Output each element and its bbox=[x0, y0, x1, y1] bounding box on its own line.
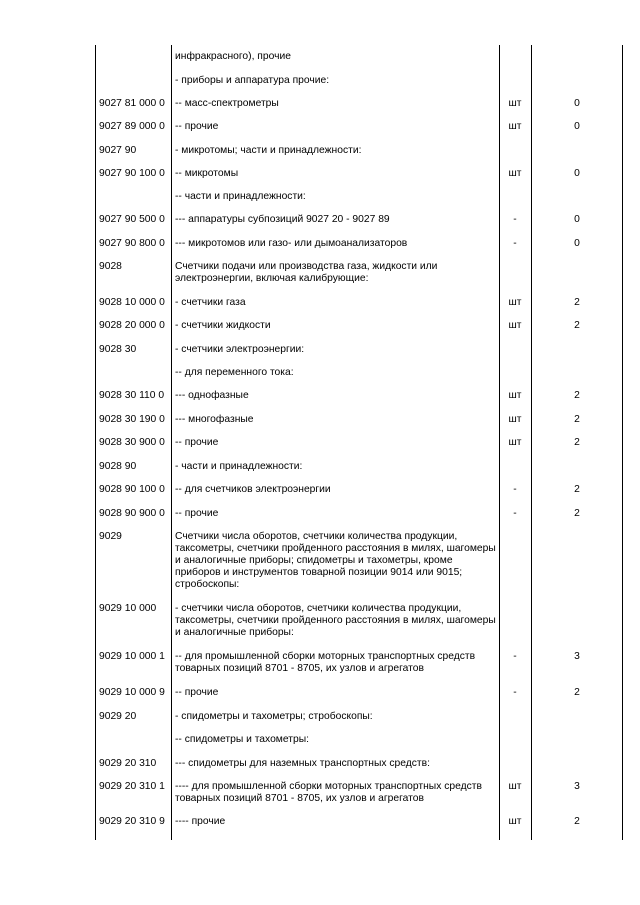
row-code: 9028 90 100 0 bbox=[99, 484, 165, 495]
table-row bbox=[95, 531, 623, 590]
row-code: 9029 20 310 bbox=[99, 758, 157, 769]
table-row bbox=[95, 51, 623, 71]
row-qty: 2 bbox=[574, 437, 580, 448]
row-qty: 2 bbox=[574, 320, 580, 331]
row-description: -- части и принадлежности: bbox=[175, 191, 306, 202]
row-unit: шт bbox=[508, 98, 522, 109]
row-qty: 2 bbox=[574, 816, 580, 827]
row-description: - счетчики числа оборотов, счетчики количества продукции, таксометры, счетчики пройденного расстояния в милях, шагомеры и аналогичные приборы: bbox=[175, 603, 496, 638]
row-unit: шт bbox=[508, 781, 522, 792]
row-description: - счетчики электроэнергии: bbox=[175, 344, 305, 355]
table-row bbox=[95, 414, 623, 434]
row-qty: 0 bbox=[574, 168, 580, 179]
row-description: -- микротомы bbox=[175, 168, 239, 179]
row-qty: 2 bbox=[574, 687, 580, 698]
table-row bbox=[95, 437, 623, 457]
row-code: 9028 30 900 0 bbox=[99, 437, 165, 448]
row-code: 9028 10 000 0 bbox=[99, 297, 165, 308]
table-row bbox=[95, 484, 623, 504]
row-description: -- для промышленной сборки моторных транспортных средств товарных позиций 8701 - 8705, их узлов и агрегатов bbox=[175, 651, 476, 674]
row-code: 9029 20 310 9 bbox=[99, 816, 165, 827]
row-unit: шт bbox=[508, 816, 522, 827]
row-description: - микротомы; части и принадлежности: bbox=[175, 145, 362, 156]
row-description: ---- для промышленной сборки моторных транспортных средств товарных позиций 8701 - 8705, их узлов и агрегатов bbox=[175, 781, 482, 804]
row-qty: 0 bbox=[574, 121, 580, 132]
row-code: 9027 81 000 0 bbox=[99, 98, 165, 109]
row-description: -- прочие bbox=[175, 437, 219, 448]
row-code: 9029 bbox=[99, 531, 122, 542]
table-row bbox=[95, 651, 623, 674]
table-row bbox=[95, 781, 623, 804]
row-code: 9027 90 500 0 bbox=[99, 214, 165, 225]
table-row bbox=[95, 191, 623, 211]
row-code: 9028 20 000 0 bbox=[99, 320, 165, 331]
row-unit: шт bbox=[508, 320, 522, 331]
row-description: - приборы и аппаратура прочие: bbox=[175, 75, 330, 86]
row-code: 9028 90 bbox=[99, 461, 137, 472]
row-code: 9028 90 900 0 bbox=[99, 508, 165, 519]
row-unit: шт bbox=[508, 390, 522, 401]
table-row bbox=[95, 75, 623, 95]
row-code: 9027 90 800 0 bbox=[99, 238, 165, 249]
row-qty: 2 bbox=[574, 390, 580, 401]
table-row bbox=[95, 603, 623, 638]
row-description: инфракрасного), прочие bbox=[175, 51, 291, 62]
row-code: 9028 30 110 0 bbox=[99, 390, 165, 401]
row-unit: шт bbox=[508, 168, 522, 179]
row-description: -- для переменного тока: bbox=[175, 367, 294, 378]
row-code: 9029 10 000 1 bbox=[99, 651, 165, 662]
row-unit: - bbox=[513, 651, 517, 662]
row-unit: - bbox=[513, 508, 517, 519]
row-code: 9028 30 190 0 bbox=[99, 414, 165, 425]
table-row bbox=[95, 367, 623, 387]
row-qty: 2 bbox=[574, 484, 580, 495]
row-description: --- многофазные bbox=[175, 414, 254, 425]
row-qty: 0 bbox=[574, 214, 580, 225]
row-unit: шт bbox=[508, 414, 522, 425]
row-description: -- спидометры и тахометры: bbox=[175, 734, 309, 745]
row-unit: шт bbox=[508, 121, 522, 132]
row-unit: - bbox=[513, 238, 517, 249]
row-description: -- прочие bbox=[175, 121, 219, 132]
row-code: 9028 bbox=[99, 261, 122, 272]
table-row bbox=[95, 168, 623, 188]
table-row bbox=[95, 238, 623, 258]
row-description: Счетчики числа оборотов, счетчики количества продукции, таксометры, счетчики пройденного расстояния в милях, шагомеры и аналогичные приборы; спидометры и тахометры, кроме приборов и инструментов товарной позиции 9014 или 9015; стробоскопы: bbox=[175, 531, 496, 590]
table-row bbox=[95, 461, 623, 481]
row-unit: - bbox=[513, 687, 517, 698]
table-row bbox=[95, 758, 623, 778]
row-qty: 3 bbox=[574, 781, 580, 792]
table-row bbox=[95, 344, 623, 364]
row-description: -- прочие bbox=[175, 687, 219, 698]
row-description: -- прочие bbox=[175, 508, 219, 519]
row-description: --- спидометры для наземных транспортных средств: bbox=[175, 758, 430, 769]
table-row bbox=[95, 687, 623, 707]
table-row bbox=[95, 261, 623, 284]
row-unit: - bbox=[513, 214, 517, 225]
row-code: 9029 20 bbox=[99, 711, 137, 722]
row-code: 9027 90 100 0 bbox=[99, 168, 165, 179]
row-unit: шт bbox=[508, 437, 522, 448]
row-unit: шт bbox=[508, 297, 522, 308]
row-description: Счетчики подачи или производства газа, жидкости или электроэнергии, включая калибрующие: bbox=[175, 261, 438, 284]
row-qty: 2 bbox=[574, 297, 580, 308]
row-description: --- однофазные bbox=[175, 390, 249, 401]
table-row bbox=[95, 214, 623, 234]
row-description: --- микротомов или газо- или дымоанализаторов bbox=[175, 238, 408, 249]
row-description: -- для счетчиков электроэнергии bbox=[175, 484, 331, 495]
table-row bbox=[95, 121, 623, 141]
table-row bbox=[95, 508, 623, 528]
table-row bbox=[95, 711, 623, 731]
row-description: --- аппаратуры субпозиций 9027 20 - 9027 89 bbox=[175, 214, 390, 225]
table-row bbox=[95, 390, 623, 410]
row-qty: 3 bbox=[574, 651, 580, 662]
row-description: ---- прочие bbox=[175, 816, 226, 827]
table-row bbox=[95, 98, 623, 118]
table-row bbox=[95, 816, 623, 836]
row-unit: - bbox=[513, 484, 517, 495]
row-qty: 2 bbox=[574, 414, 580, 425]
row-qty: 0 bbox=[574, 238, 580, 249]
table-row bbox=[95, 297, 623, 317]
row-code: 9029 10 000 9 bbox=[99, 687, 165, 698]
row-description: - части и принадлежности: bbox=[175, 461, 303, 472]
row-code: 9029 10 000 bbox=[99, 603, 157, 614]
row-code: 9027 89 000 0 bbox=[99, 121, 165, 132]
row-code: 9029 20 310 1 bbox=[99, 781, 165, 792]
row-qty: 0 bbox=[574, 98, 580, 109]
row-qty: 2 bbox=[574, 508, 580, 519]
row-description: -- масс-спектрометры bbox=[175, 98, 279, 109]
table-row bbox=[95, 145, 623, 165]
row-description: - спидометры и тахометры; стробоскопы: bbox=[175, 711, 373, 722]
row-code: 9027 90 bbox=[99, 145, 137, 156]
row-code: 9028 30 bbox=[99, 344, 137, 355]
row-description: - счетчики жидкости bbox=[175, 320, 271, 331]
row-description: - счетчики газа bbox=[175, 297, 246, 308]
table-row bbox=[95, 320, 623, 340]
table-row bbox=[95, 734, 623, 754]
